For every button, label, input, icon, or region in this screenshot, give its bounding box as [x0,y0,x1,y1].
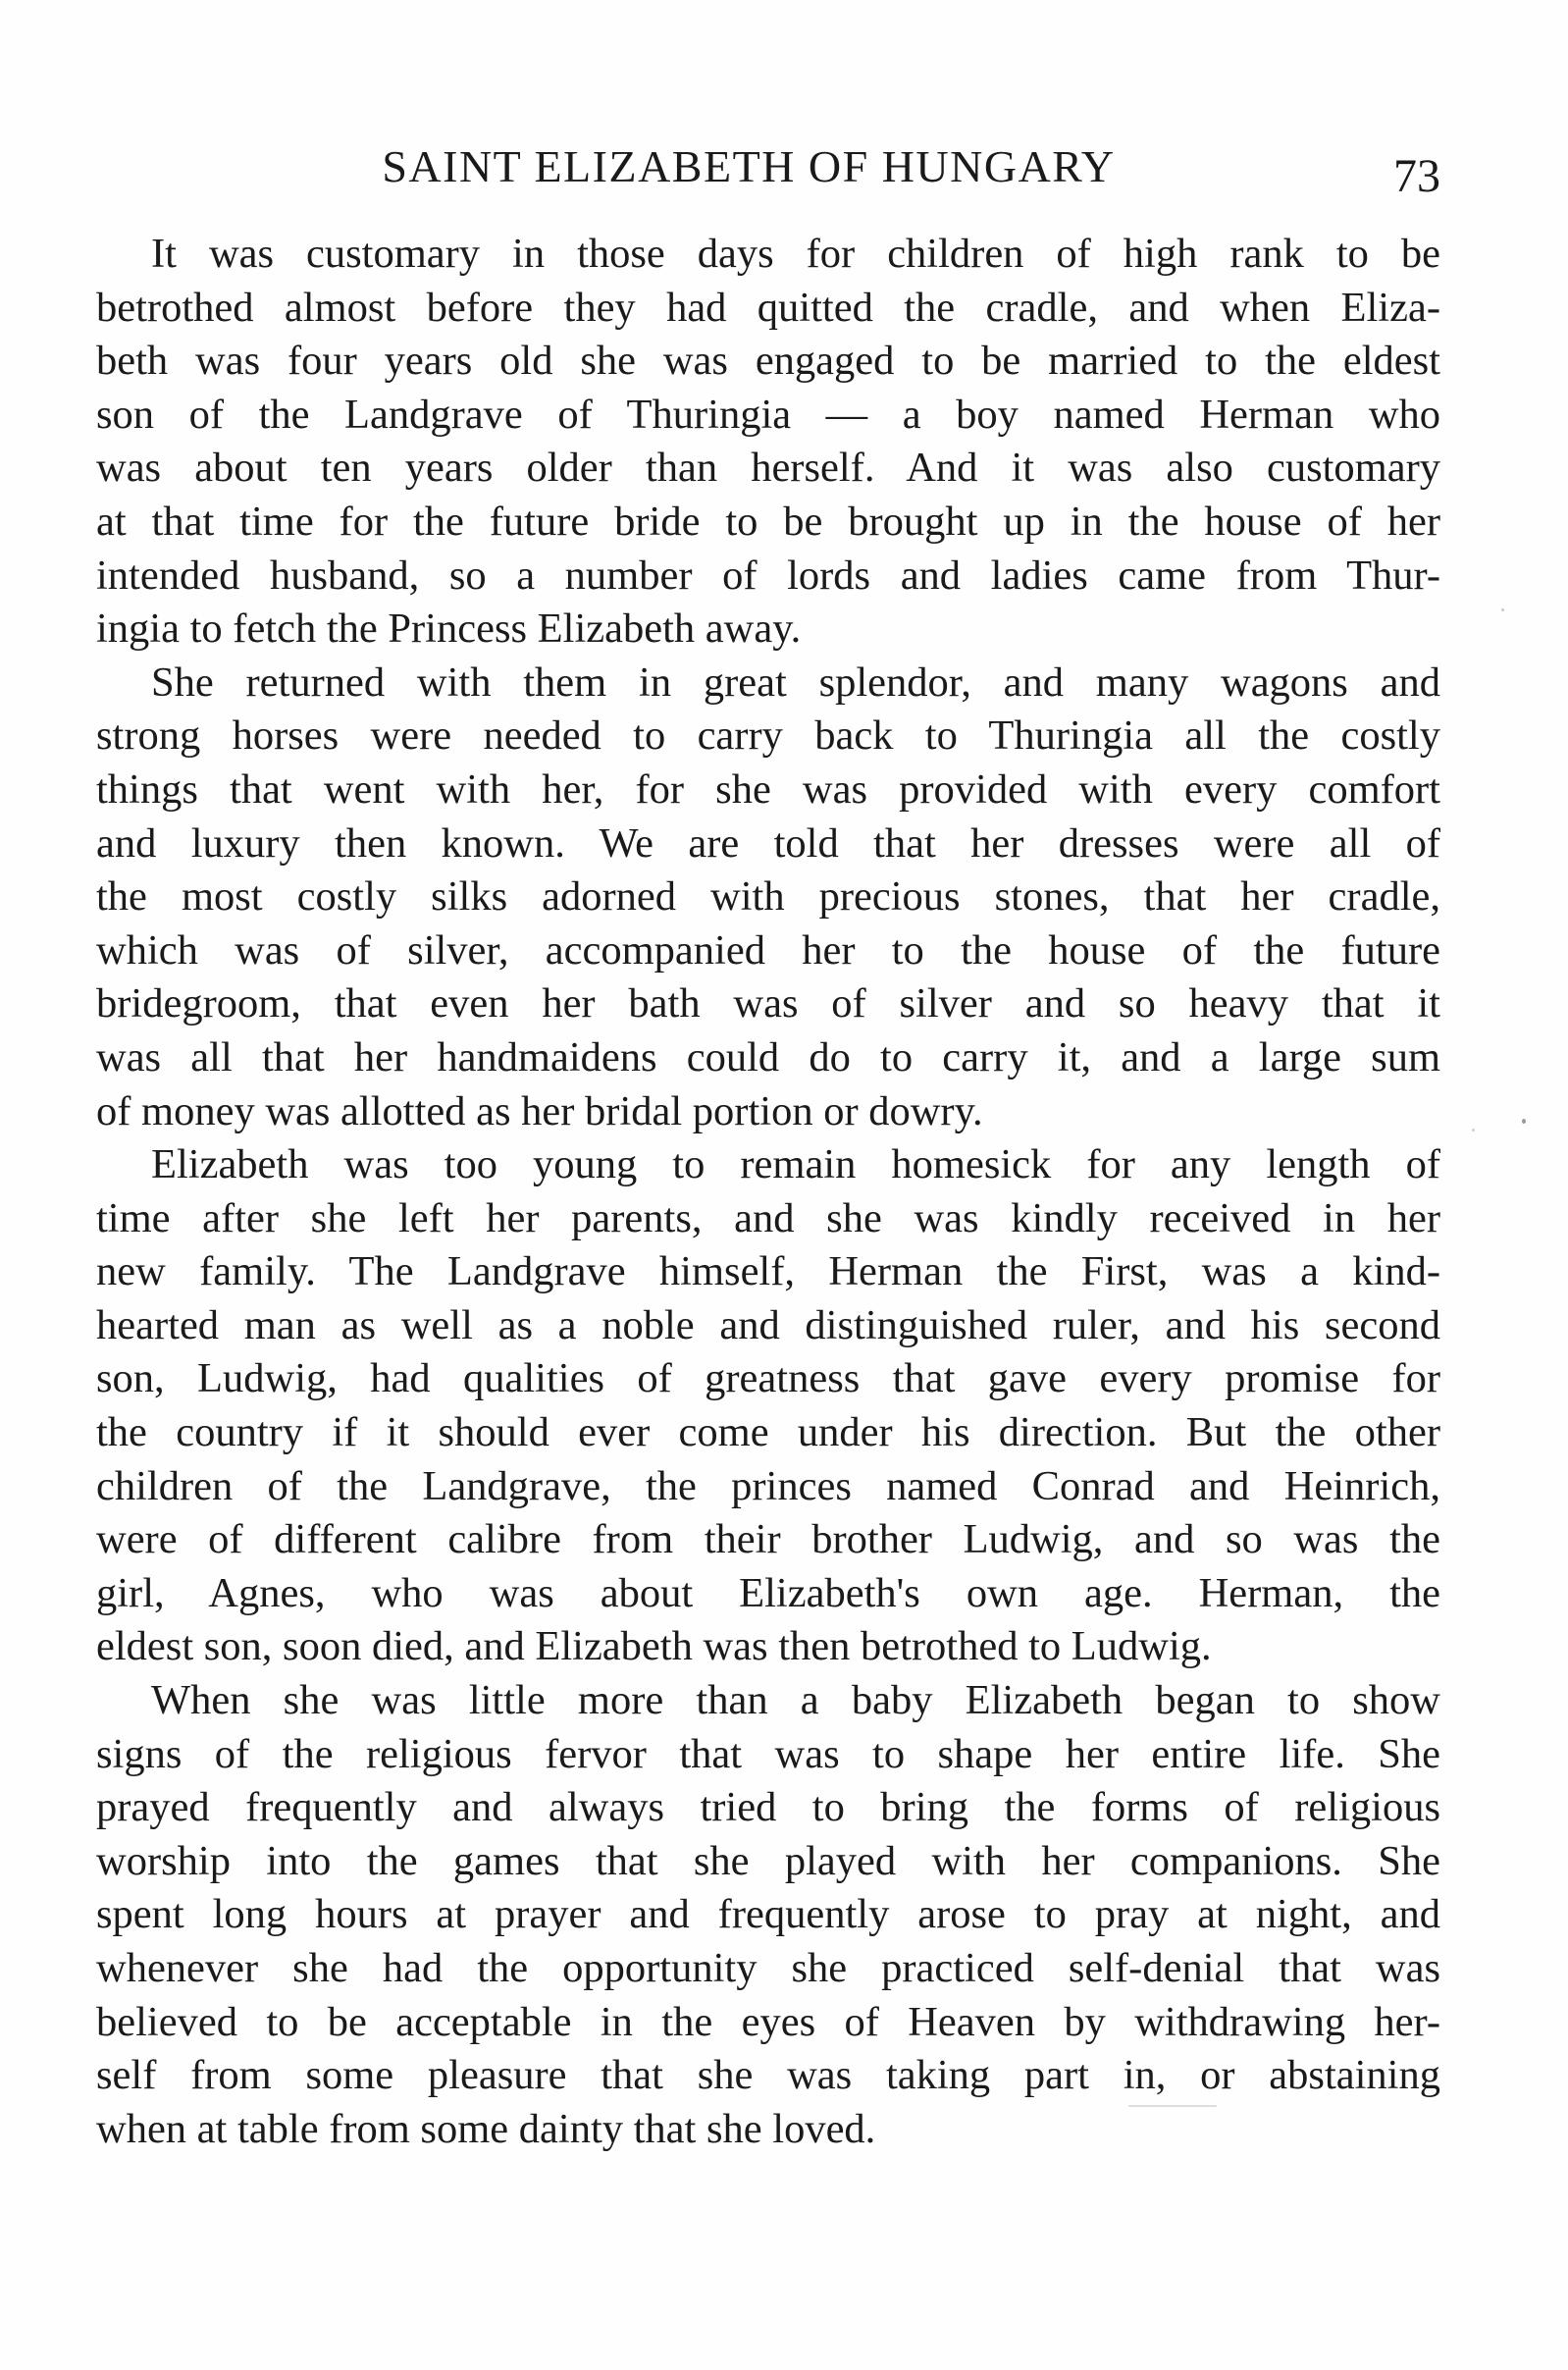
text-line: of money was allotted as her bridal portion or dowry. [96,1087,983,1134]
text-line: when at table from some dainty that she loved. [96,2105,876,2152]
text-line: which was of silver, accompanied her to the house of the future [96,926,1440,974]
paragraph [96,1674,1440,2156]
text-line: hearted man as well as a noble and distinguished ruler, and his second [96,1301,1440,1348]
text-line: the most costly silks adorned with precious stones, that her cradle, [96,873,1440,921]
text-line: at that time for the future bride to be brought up in the house of her [96,498,1440,545]
text-line: new family. The Landgrave himself, Herman the First, was a kind- [96,1248,1440,1295]
text-line: were of different calibre from their brother Ludwig, and so was the [96,1516,1440,1563]
running-head [96,137,1440,202]
paper-speck [1522,1119,1526,1124]
text-line: intended husband, so a number of lords and ladies came from Thur- [96,552,1440,599]
text-line: strong horses were needed to carry back to Thuringia all the costly [96,712,1440,760]
text-line: beth was four years old she was engaged to be married to the eldest [96,338,1440,385]
text-line: believed to be acceptable in the eyes of Heaven by withdrawing her- [96,1998,1440,2045]
text-line: Elizabeth was too young to remain homesick for any length of [151,1141,1440,1188]
paragraph [96,657,1440,1138]
paper-speck [1472,1129,1475,1132]
text-line: the country if it should ever come under his direction. But the other [96,1409,1440,1456]
text-line: was all that her handmaidens could do to carry it, and a large sum [96,1033,1440,1080]
text-line: prayed frequently and always tried to bring the forms of religious [96,1784,1440,1831]
running-title: SAINT ELIZABETH OF HUNGARY [382,141,1116,191]
text-line: She returned with them in great splendor, and many wagons and [151,658,1440,706]
text-line: whenever she had the opportunity she practiced self-denial that was [96,1945,1440,1991]
page-number: 73 [1393,150,1440,202]
text-line: and luxury then known. We are told that her dresses were all of [96,819,1440,867]
text-line: spent long hours at prayer and frequently arose to pray at night, and [96,1891,1440,1938]
text-line: son, Ludwig, had qualities of greatness that gave every promise for [96,1355,1440,1402]
paper-speck [1501,608,1504,611]
text-line: girl, Agnes, who was about Elizabeth's own age. Herman, the [96,1569,1440,1616]
text-line: self from some pleasure that she was taking part in, or abstaining [96,2052,1440,2099]
text-line: It was customary in those days for children of high rank to be [151,231,1440,277]
paragraph [96,228,1440,657]
text-line: signs of the religious fervor that was to shape her entire life. She [96,1730,1440,1777]
text-line: was about ten years older than herself. And it was also customary [96,445,1440,492]
paper-speck [1128,2105,1217,2107]
text-line: eldest son, soon died, and Elizabeth was then betrothed to Ludwig. [96,1623,1212,1670]
text-line: ingia to fetch the Princess Elizabeth away. [96,606,802,653]
text-line: children of the Landgrave, the princes named Conrad and Heinrich, [96,1462,1440,1509]
text-line: betrothed almost before they had quitted the cradle, and when Eliza- [96,284,1440,331]
text-line: son of the Landgrave of Thuringia — a boy named Herman who [96,391,1440,438]
paragraph [96,1138,1440,1674]
text-line: worship into the games that she played with her companions. She [96,1837,1440,1884]
body-text [96,228,1440,2156]
text-line: bridegroom, that even her bath was of silver and so heavy that it [96,980,1440,1027]
text-line: When she was little more than a baby Elizabeth began to show [151,1677,1440,1724]
text-line: time after she left her parents, and she was kindly received in her [96,1194,1440,1241]
text-line: things that went with her, for she was provided with every comfort [96,765,1440,813]
